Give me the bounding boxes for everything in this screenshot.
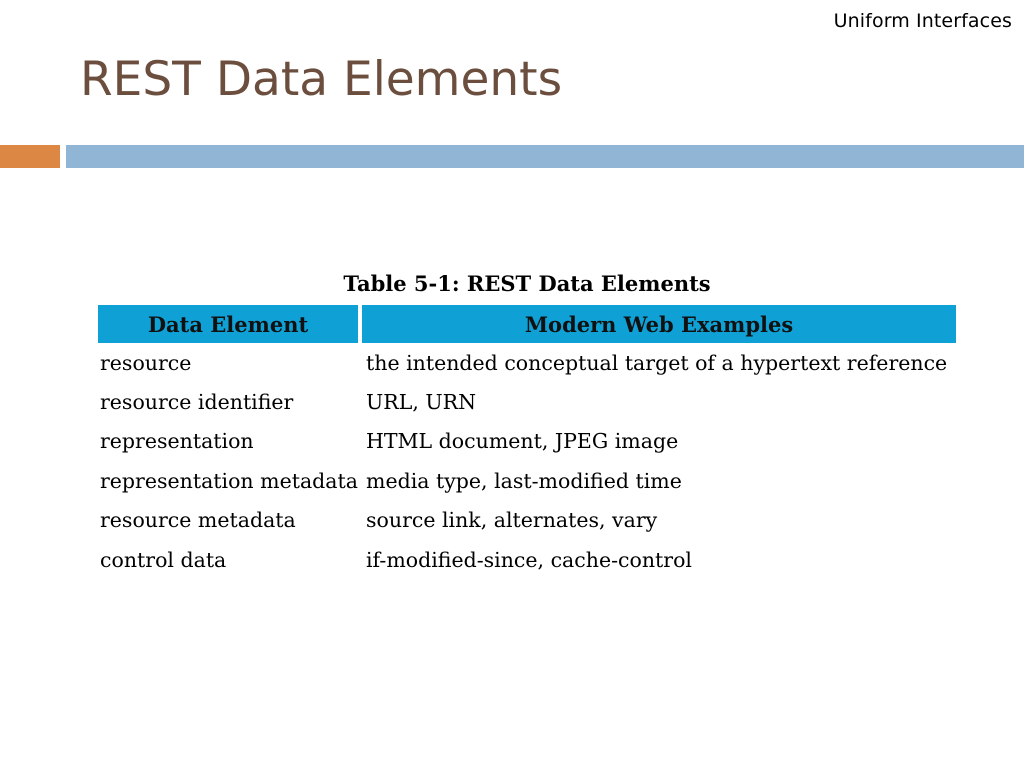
section-label: Uniform Interfaces — [833, 10, 1012, 32]
slide-title: REST Data Elements — [80, 52, 563, 107]
cell-modern-web-examples: media type, last-modified time — [366, 468, 682, 493]
accent-bar-orange — [0, 145, 60, 168]
cell-modern-web-examples: URL, URN — [366, 390, 477, 415]
cell-data-element: representation — [100, 429, 254, 454]
table-header-row — [98, 305, 956, 343]
table-row — [98, 422, 956, 461]
cell-modern-web-examples: if-modified-since, cache-control — [366, 547, 692, 572]
cell-modern-web-examples: source link, alternates, vary — [366, 508, 658, 533]
column-header-data-element: Data Element — [98, 305, 362, 343]
table-row — [98, 461, 956, 500]
table-caption: Table 5-1: REST Data Elements — [343, 271, 711, 296]
table-row — [98, 343, 956, 382]
cell-data-element: control data — [100, 547, 227, 572]
accent-bar-blue — [66, 145, 1024, 168]
cell-data-element: resource metadata — [100, 508, 296, 533]
table-row — [98, 382, 956, 421]
cell-data-element: representation metadata — [100, 468, 358, 493]
cell-data-element: resource — [100, 350, 192, 375]
rest-data-elements-table — [98, 305, 956, 579]
cell-data-element: resource identifier — [100, 390, 294, 415]
cell-modern-web-examples: the intended conceptual target of a hypertext reference — [366, 350, 948, 375]
table-row — [98, 540, 956, 579]
column-header-modern-web-examples: Modern Web Examples — [362, 305, 956, 343]
table-row — [98, 501, 956, 540]
cell-modern-web-examples: HTML document, JPEG image — [366, 429, 679, 454]
